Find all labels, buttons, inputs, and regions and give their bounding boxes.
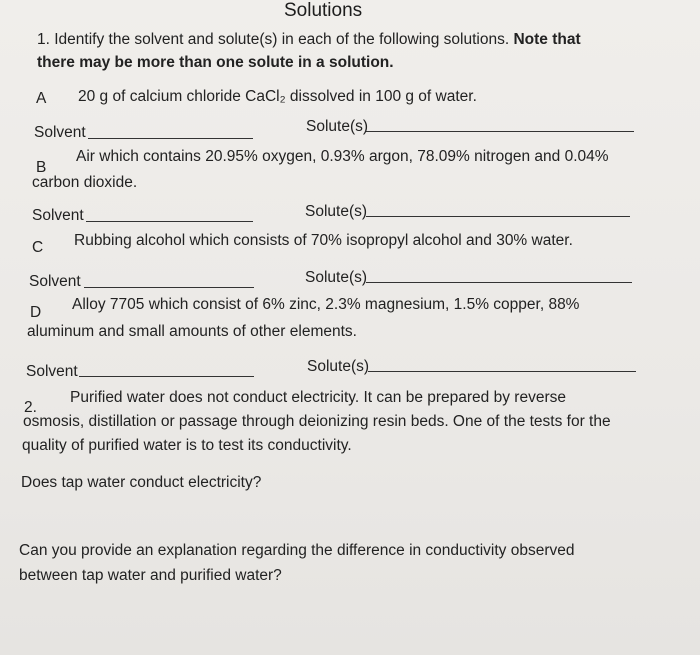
item-a-text: 20 g of calcium chloride CaCl₂ dissolved in 100 g of water. (78, 88, 477, 105)
item-d-text-line1: Alloy 7705 which consist of 6% zinc, 2.3% magnesium, 1.5% copper, 88% (72, 296, 580, 313)
item-b-text-line1: Air which contains 20.95% oxygen, 0.93% argon, 78.09% nitrogen and 0.04% (76, 148, 609, 165)
item-b-letter: B (36, 159, 47, 176)
q2-question-explanation-line1: Can you provide an explanation regarding the difference in conductivity observed (19, 542, 575, 559)
q2-question-tap-water: Does tap water conduct electricity? (21, 474, 262, 491)
item-c-solvent-label: Solvent (29, 273, 81, 290)
item-c-solute-answer-line[interactable] (366, 282, 632, 283)
item-b-text-line2: carbon dioxide. (32, 174, 138, 191)
item-b-solute-label: Solute(s) (305, 203, 368, 220)
item-a-solvent-answer-line[interactable] (88, 138, 253, 139)
item-a-solute-label: Solute(s) (306, 118, 369, 135)
item-a-solvent-label: Solvent (34, 124, 86, 141)
item-c-solvent-answer-line[interactable] (84, 287, 254, 288)
item-d-text-line2: aluminum and small amounts of other elements. (27, 323, 357, 340)
item-d-solvent-label: Solvent (26, 363, 78, 380)
item-b-solvent-label: Solvent (32, 207, 84, 224)
item-d-letter: D (30, 304, 42, 321)
item-c-text: Rubbing alcohol which consists of 70% isopropyl alcohol and 30% water. (74, 232, 573, 249)
q1-note-bold: Note that (513, 31, 581, 48)
q2-text-line2: osmosis, distillation or passage through deionizing resin beds. One of the tests for the (23, 413, 611, 430)
item-b-solute-answer-line[interactable] (366, 216, 630, 217)
q1-prompt-line1 (37, 32, 581, 48)
q2-text-line3: quality of purified water is to test its conductivity. (22, 437, 352, 454)
page-title: Solutions (284, 0, 363, 21)
item-c-solute-label: Solute(s) (305, 269, 368, 286)
q2-number: 2. (24, 399, 37, 416)
item-a-solute-answer-line[interactable] (366, 131, 634, 132)
item-c-letter: C (32, 239, 44, 256)
item-d-solute-label: Solute(s) (307, 358, 370, 375)
item-d-solute-answer-line[interactable] (368, 371, 636, 372)
item-b-solvent-answer-line[interactable] (86, 221, 253, 222)
item-d-solvent-answer-line[interactable] (79, 376, 254, 377)
q1-prompt-text: 1. Identify the solvent and solute(s) in each of the following solutions. (37, 31, 510, 48)
item-a-letter: A (36, 90, 47, 107)
q2-question-explanation-line2: between tap water and purified water? (19, 567, 282, 584)
q1-note-line2: there may be more than one solute in a solution. (37, 54, 394, 71)
q2-text-line1: Purified water does not conduct electricity. It can be prepared by reverse (70, 389, 566, 406)
